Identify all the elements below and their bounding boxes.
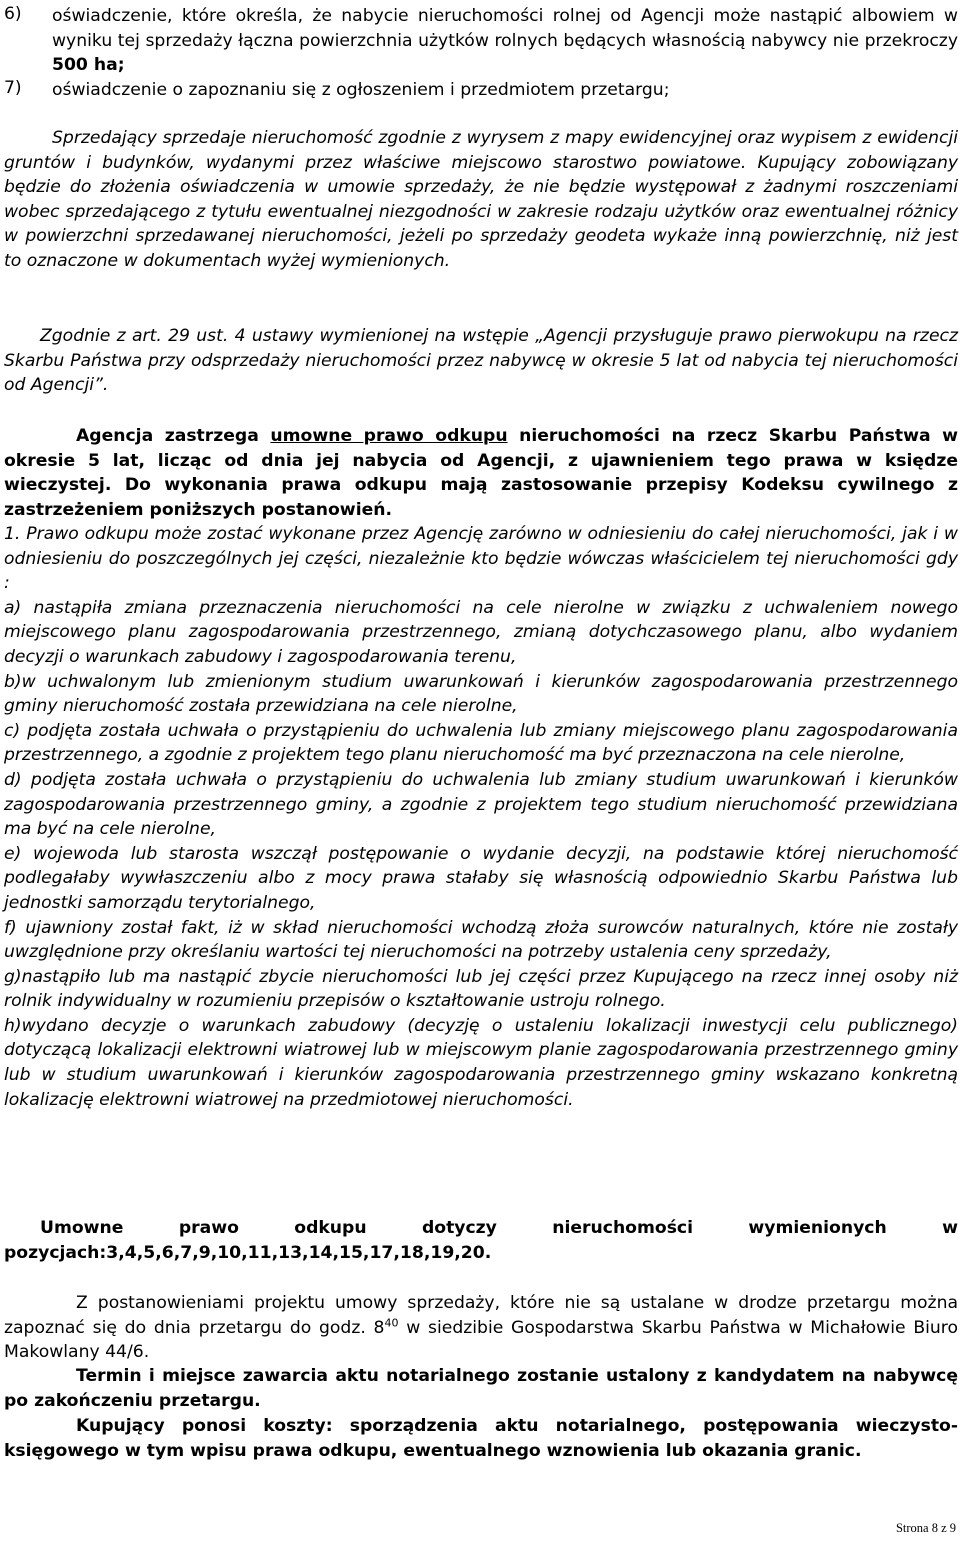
condition-item: h)wydano decyzje o warunkach zabudowy (decyzję o ustaleniu lokalizacji inwestycji celu publicznego) dotyczącą lokalizacji elektrowni wiatrowej lub w miejscowym planie zagospodarowania przestrzennego gminy lub w studium uwarunkowań i kierunków zagospodarowania przestrzennego gminy wskazano konkretną lokalizację elektrowni wiatrowej na przedmiotowej nieruchomości. [4, 1015, 958, 1110]
condition-item: 1. Prawo odkupu może zostać wykonane przez Agencję zarówno w odniesieniu do całej nieruchomości, jak i w odniesieniu do poszczególnych jej części, niezależnie kto będzie wówczas właścicielem tej nieruchomości gdy : [4, 524, 958, 594]
page-footer: Strona 8 z 9 [895, 1521, 956, 1535]
paragraph-postanowienia: Z postanowieniami projektu umowy sprzedaży, które nie są ustalane w drodze przetargu można zapoznać się do dnia przetargu do godz. $8^{40}$ w siedzibie Gospodarstwa Skarbu Państwa w Michałowie Biuro Makowlany 44/6. [4, 1293, 958, 1363]
condition-item: e) wojewoda lub starosta wszczął postępowanie o wydanie decyzji, na podstawie której nieruchomość podlegałaby wywłaszczeniu albo z mocy prawa stałaby się własnością odpowiednio Skarbu Państwa lub jednostki samorządu terytorialnego, [4, 843, 958, 913]
item-number: 7) [4, 77, 22, 98]
condition-item: f) ujawniony został fakt, iż w skład nieruchomości wchodzą złoża surowców naturalnych, które nie zostały uwzględnione przy określaniu wartości tej nieruchomości na potrzeby ustalenia ceny sprzedaży, [4, 917, 958, 963]
underlined-term: umowne prawo odkupu [270, 426, 508, 446]
paragraph-umowne-prawo: Umowne prawo odkupu dotyczy nieruchomości wymienionych w pozycjach:3,4,5,6,7,9,10,11,13,14,15,17,18,19,20. [4, 1218, 958, 1263]
condition-item: c) podjęta została uchwała o przystąpieniu do uchwalenia lub zmiany miejscowego planu zagospodarowania przestrzennego, a zgodnie z projektem tego planu nieruchomość ma być przeznaczona na cele nierolne, [4, 720, 958, 766]
paragraph-zgodnie: Zgodnie z art. 29 ust. 4 ustawy wymienionej na wstępie „Agencji przysługuje prawo pierwokupu na rzecz Skarbu Państwa przy odsprzedaży nieruchomości przez nabywcę w okresie 5 lat od nabycia tej nieruchomości od Agencji”. [4, 326, 958, 396]
list-item [4, 4, 958, 78]
paragraph-koszty: Kupujący ponosi koszty: sporządzenia aktu notarialnego, postępowania wieczysto-księgowego w tym wpisu prawa odkupu, ewentualnego wznowienia lub okazania granic. [4, 1416, 958, 1461]
paragraph-sprzedajacy: Sprzedający sprzedaje nieruchomość zgodnie z wyrysem z mapy ewidencyjnej oraz wypisem z ewidencji gruntów i budynków, wydanymi przez właściwe miejscowo starostwo powiatowe. Kupujący zobowiązany będzie do złożenia oświadczenia w umowie sprzedaży, że nie będzie występował z żadnymi roszczeniami wobec sprzedającego z tytułu ewentualnej niezgodności w zakresie rodzaju użytków oraz ewentualnej różnicy w powierzchni sprzedawanej nieruchomości, jeżeli po sprzedaży geodeta wykaże inną powierzchnię, niż jest to oznaczone w dokumentach wyżej wymienionych. [4, 128, 959, 271]
list-item [4, 78, 958, 103]
item-number: 6) [4, 4, 22, 24]
time-superscript: 40 [384, 1315, 399, 1329]
condition-item: a) nastąpiła zmiana przeznaczenia nieruchomości na cele nierolne w związku z uchwaleniem nowego miejscowego planu zagospodarowania przestrzennego, zmianą dotychczasowego planu, albo wydaniem decyzji o warunkach zabudowy i zagospodarowania terenu, [4, 597, 958, 667]
items-list [4, 4, 958, 102]
item-text: oświadczenie o zapoznaniu się z ogłoszeniem i przedmiotem przetargu; [52, 79, 670, 100]
condition-item: b)w uchwalonym lub zmienionym studium uwarunkowań i kierunków zagospodarowania przestrzennego gminy nieruchomość została przewidziana na cele nierolne, [4, 671, 958, 717]
conditions-list [4, 522, 958, 1112]
paragraph-termin: Termin i miejsce zawarcia aktu notarialnego zostanie ustalony z kandydatem na nabywcę po zakończeniu przetargu. [4, 1366, 958, 1411]
condition-item: d) podjęta została uchwała o przystąpieniu do uchwalenia lub zmiany studium uwarunkowań i kierunków zagospodarowania przestrzennego gminy, a zgodnie z projektem tego studium nieruchomość przewidziana ma być na cele nierolne, [4, 769, 958, 840]
paragraph-agencja-zastrzega: Agencja zastrzega umowne prawo odkupu nieruchomości na rzecz Skarbu Państwa w okresie 5 lat, licząc od dnia jej nabycia od Agencji, z ujawnieniem tego prawa w księdze wieczystej. Do wykonania prawa odkupu mają zastosowanie przepisy Kodeksu cywilnego z zastrzeżeniem poniższych postanowień. [4, 426, 959, 520]
condition-item: g)nastąpiło lub ma nastąpić zbycie nieruchomości lub jej części przez Kupującego na rzecz innej osoby niż rolnik indywidualny w rozumieniu przepisów o kształtowanie ustroju rolnego. [4, 966, 958, 1012]
item-bold-text: 500 ha; [52, 55, 125, 76]
item-text: oświadczenie, które określa, że nabycie nieruchomości rolnej od Agencji może nastąpić albowiem w wyniku tej sprzedaży łączna powierzchnia użytków rolnych będących własnością nabywcy nie przekroczy [52, 6, 958, 51]
